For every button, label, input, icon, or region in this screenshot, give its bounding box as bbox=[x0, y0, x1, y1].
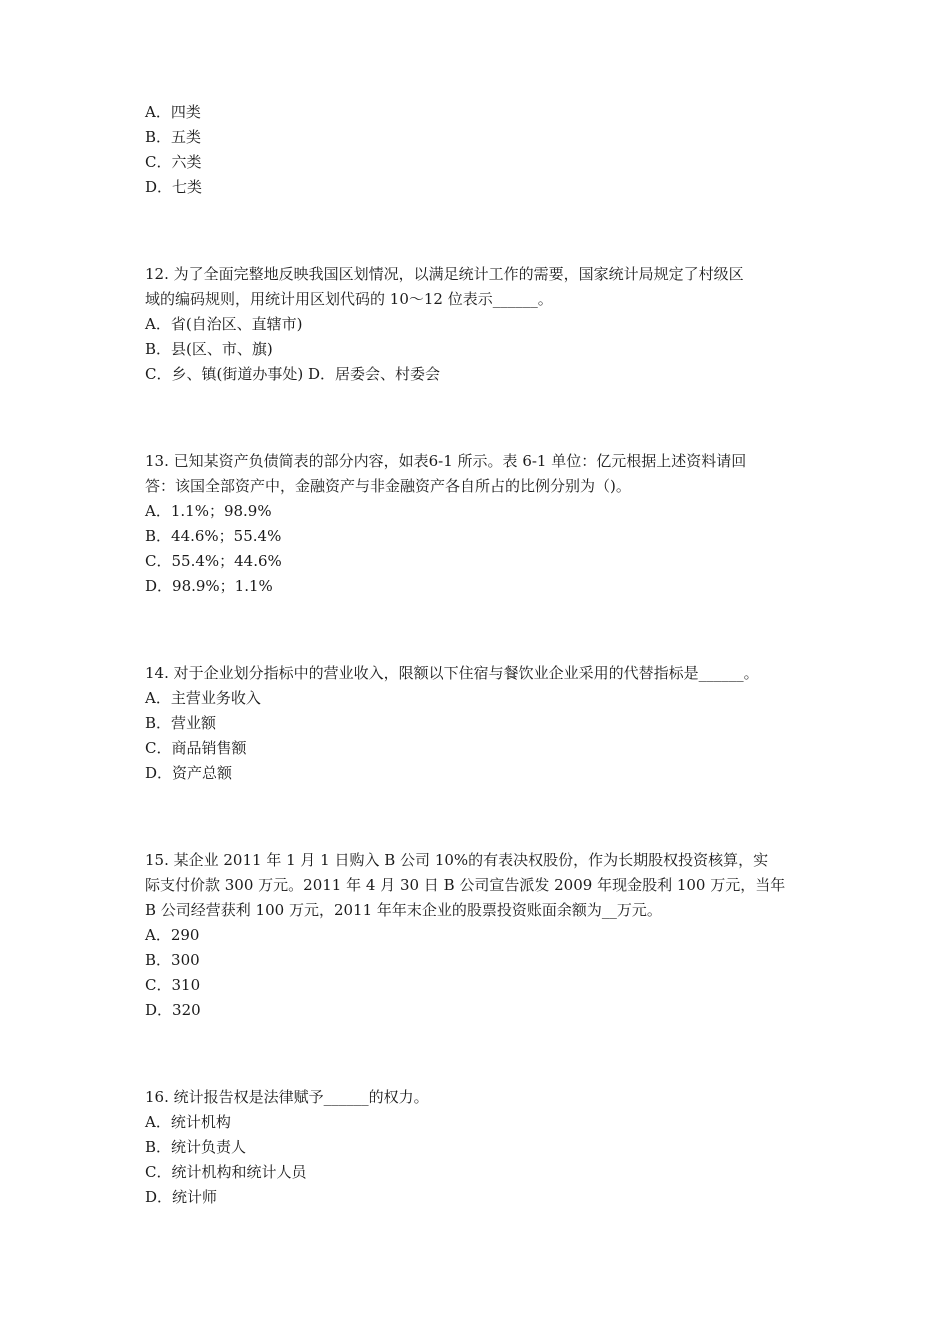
question-text: 12. 为了全面完整地反映我国区划情况，以满足统计工作的需要，国家统计局规定了村级区 bbox=[145, 265, 744, 283]
option-a: A．1.1%；98.9% bbox=[145, 502, 272, 520]
option-a: A．主营业务收入 bbox=[145, 689, 261, 707]
option-d: D．七类 bbox=[145, 178, 203, 196]
question-block-11 bbox=[145, 100, 815, 200]
question-block-14 bbox=[145, 661, 815, 786]
option-c-d: C．乡、镇(街道办事处) D．居委会、村委会 bbox=[145, 365, 440, 383]
question-block-15 bbox=[145, 848, 815, 1023]
option-c: C．55.4%；44.6% bbox=[145, 552, 282, 570]
option-a: A．省(自治区、直辖市) bbox=[145, 315, 303, 333]
option-b: B．营业额 bbox=[145, 714, 217, 732]
question-block-12 bbox=[145, 262, 815, 387]
option-b: B．44.6%；55.4% bbox=[145, 527, 282, 545]
option-b: B．县(区、市、旗) bbox=[145, 340, 273, 358]
option-c: C．商品销售额 bbox=[145, 739, 247, 757]
option-d: D．320 bbox=[145, 1001, 201, 1019]
option-d: D．资产总额 bbox=[145, 764, 233, 782]
option-a: A．统计机构 bbox=[145, 1113, 231, 1131]
question-text: 13. 已知某资产负债简表的部分内容，如表6-1 所示。表 6-1 单位：亿元根据上述资料请回 bbox=[145, 452, 747, 470]
question-text: 16. 统计报告权是法律赋予______的权力。 bbox=[145, 1088, 429, 1106]
question-text: 答：该国全部资产中，金融资产与非金融资产各自所占的比例分别为（)。 bbox=[145, 477, 631, 495]
option-d: D．98.9%；1.1% bbox=[145, 577, 273, 595]
question-block-13 bbox=[145, 449, 815, 599]
question-text: B 公司经营获利 100 万元，2011 年年末企业的股票投资账面余额为__万元。 bbox=[145, 901, 662, 919]
question-text: 域的编码规则，用统计用区划代码的 10～12 位表示______。 bbox=[145, 290, 553, 308]
question-text: 14. 对于企业划分指标中的营业收入，限额以下住宿与餐饮业企业采用的代替指标是______。 bbox=[145, 664, 759, 682]
option-b: B．300 bbox=[145, 951, 200, 969]
option-c: C．六类 bbox=[145, 153, 202, 171]
question-text: 15. 某企业 2011 年 1 月 1 日购入 B 公司 10%的有表决权股份，作为长期股权投资核算，实 bbox=[145, 851, 769, 869]
question-block-16 bbox=[145, 1085, 815, 1210]
option-a: A．四类 bbox=[145, 103, 201, 121]
option-c: C．310 bbox=[145, 976, 201, 994]
option-a: A．290 bbox=[145, 926, 200, 944]
document-page bbox=[145, 100, 815, 1210]
option-d: D．统计师 bbox=[145, 1188, 218, 1206]
option-b: B．五类 bbox=[145, 128, 202, 146]
question-text: 际支付价款 300 万元。2011 年 4 月 30 日 B 公司宣告派发 2009 年现金股利 100 万元，当年 bbox=[145, 876, 786, 894]
option-b: B．统计负责人 bbox=[145, 1138, 247, 1156]
option-c: C．统计机构和统计人员 bbox=[145, 1163, 307, 1181]
